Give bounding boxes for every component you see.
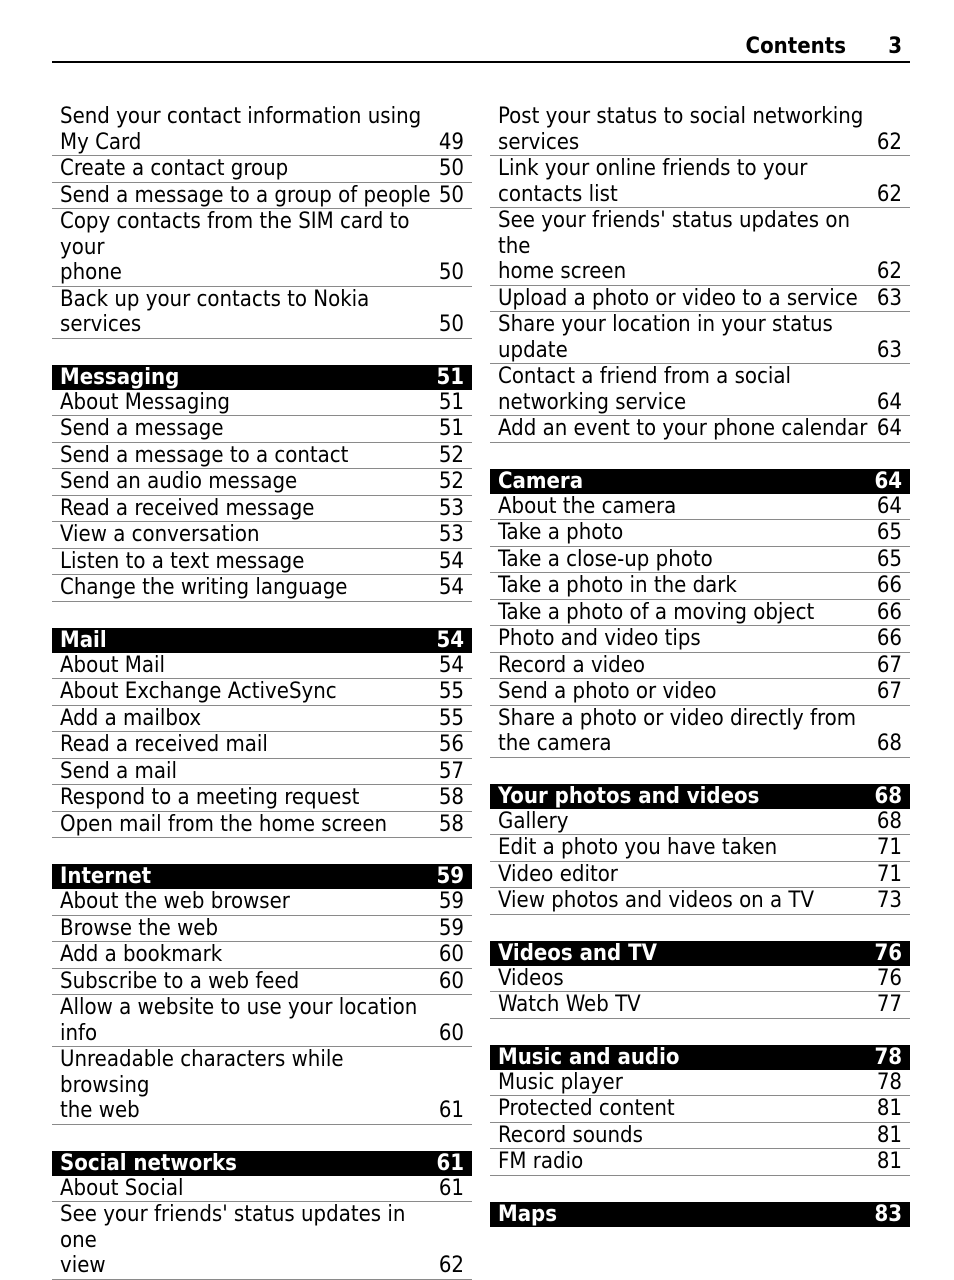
- entry-title: Browse the web: [60, 915, 219, 941]
- section-title: Social networks: [60, 1150, 237, 1176]
- page-number: 76: [874, 940, 902, 966]
- header-title: Contents: [745, 34, 846, 59]
- toc-entry-about-exchange-activesync[interactable]: [52, 679, 472, 706]
- page-number: 50: [438, 312, 464, 337]
- page-header: [52, 34, 910, 63]
- toc-entry-open-mail-from-the-home-screen[interactable]: [52, 812, 472, 839]
- toc-entry-unreadable-characters-while-browsing-the-web[interactable]: [52, 1047, 472, 1125]
- toc-section-camera[interactable]: [490, 469, 910, 494]
- toc-entry-link-your-online-friends-to-your-contacts-list[interactable]: [490, 156, 910, 208]
- section-title: Mail: [60, 627, 107, 653]
- toc-entry-read-a-received-mail[interactable]: [52, 732, 472, 759]
- toc-entry-videos[interactable]: [490, 966, 910, 993]
- page-number: 61: [438, 1098, 464, 1123]
- page-number: 63: [876, 285, 902, 311]
- entry-title: Videos: [498, 965, 564, 991]
- toc-entry-send-a-message-to-a-contact[interactable]: [52, 443, 472, 470]
- toc-entry-contact-a-friend-from-a-social-networking-service[interactable]: [490, 364, 910, 416]
- toc-entry-about-mail[interactable]: [52, 653, 472, 680]
- page-number: 51: [438, 416, 464, 441]
- entry-title: Send a message to a group of people: [60, 182, 431, 208]
- page-number: 62: [876, 129, 902, 155]
- page-number: 52: [438, 442, 464, 468]
- toc-entry-send-your-contact-information-using-my-card[interactable]: [52, 104, 472, 156]
- toc-entry-send-a-message-to-a-group-of-people[interactable]: [52, 183, 472, 210]
- page-number: 51: [436, 364, 464, 390]
- page-number: 53: [438, 495, 464, 521]
- page-number: 71: [876, 835, 902, 860]
- page-number: 76: [876, 965, 902, 991]
- toc-entry-respond-to-a-meeting-request[interactable]: [52, 785, 472, 812]
- entry-title: About Mail: [60, 652, 166, 678]
- entry-title: Respond to a meeting request: [60, 785, 360, 810]
- toc-entry-browse-the-web[interactable]: [52, 916, 472, 943]
- entry-title: Music player: [498, 1069, 623, 1095]
- toc-right-column: [490, 104, 910, 1227]
- page-number: 66: [876, 599, 902, 625]
- toc-entry-about-the-web-browser[interactable]: [52, 889, 472, 916]
- entry-title: About the camera: [498, 493, 677, 519]
- toc-entry-photo-and-video-tips[interactable]: [490, 626, 910, 653]
- page-number: 65: [876, 546, 902, 572]
- entry-title: Back up your contacts to Nokia services: [60, 286, 370, 337]
- section-spacer: [490, 758, 910, 784]
- toc-entry-add-a-bookmark[interactable]: [52, 942, 472, 969]
- page-number: 77: [876, 992, 902, 1017]
- toc-entry-take-a-close-up-photo[interactable]: [490, 547, 910, 574]
- toc-entry-about-the-camera[interactable]: [490, 494, 910, 521]
- page-number: 68: [874, 783, 902, 809]
- page-number: 64: [874, 468, 902, 494]
- page-number: 78: [874, 1044, 902, 1070]
- page-number: 61: [438, 1175, 464, 1201]
- page-number: 67: [876, 652, 902, 678]
- toc-section-your-photos-and-videos[interactable]: [490, 784, 910, 809]
- entry-title: Share a photo or video directly from the camera: [498, 705, 857, 756]
- entry-title: Add an event to your phone calendar: [498, 416, 868, 441]
- entry-title: Unreadable characters while browsing the web: [60, 1047, 344, 1123]
- entry-title: Record a video: [498, 652, 646, 678]
- entry-title: Take a photo of a moving object: [498, 599, 815, 625]
- toc-entry-share-a-photo-or-video-directly-from-the-camera[interactable]: [490, 706, 910, 758]
- page-number: 50: [438, 182, 464, 208]
- toc-entry-take-a-photo-in-the-dark[interactable]: [490, 573, 910, 600]
- toc-entry-about-social[interactable]: [52, 1176, 472, 1203]
- entry-title: Open mail from the home screen: [60, 811, 388, 837]
- section-spacer: [52, 1125, 472, 1151]
- page-number: 51: [438, 389, 464, 415]
- page-number: 50: [438, 260, 464, 285]
- page-number: 59: [438, 915, 464, 941]
- page-number: 57: [438, 758, 464, 784]
- entry-title: About the web browser: [60, 889, 290, 914]
- toc-entry-gallery[interactable]: [490, 809, 910, 836]
- page-number: 81: [876, 1149, 902, 1174]
- entry-title: Subscribe to a web feed: [60, 968, 300, 994]
- page-number: 59: [438, 889, 464, 914]
- entry-title: View photos and videos on a TV: [498, 888, 815, 913]
- entry-title: FM radio: [498, 1149, 584, 1174]
- toc-entry-video-editor[interactable]: [490, 862, 910, 889]
- header-page-number: 3: [888, 34, 902, 59]
- page-number: 53: [438, 522, 464, 547]
- entry-title: See your friends' status updates in one view: [60, 1202, 406, 1278]
- entry-title: Copy contacts from the SIM card to your phone: [60, 209, 410, 285]
- page-number: 60: [438, 968, 464, 994]
- toc-entry-record-sounds[interactable]: [490, 1123, 910, 1150]
- entry-title: Read a received mail: [60, 732, 268, 757]
- entry-title: Share your location in your status update: [498, 312, 833, 363]
- entry-title: Listen to a text message: [60, 548, 305, 574]
- entry-title: Record sounds: [498, 1122, 643, 1148]
- page-number: 58: [438, 785, 464, 810]
- toc-section-mail[interactable]: [52, 628, 472, 653]
- entry-title: Send a photo or video: [498, 679, 717, 704]
- entry-title: Add a mailbox: [60, 705, 202, 731]
- section-title: Maps: [498, 1201, 558, 1227]
- entry-title: Send an audio message: [60, 469, 298, 494]
- toc-entry-fm-radio[interactable]: [490, 1149, 910, 1176]
- page-number: 49: [438, 129, 464, 155]
- toc-section-internet[interactable]: [52, 864, 472, 889]
- page-number: 62: [876, 181, 902, 207]
- page-number: 66: [876, 573, 902, 598]
- toc-entry-upload-a-photo-or-video-to-a-service[interactable]: [490, 286, 910, 313]
- page-number: 52: [438, 469, 464, 494]
- toc-entry-edit-a-photo-you-have-taken[interactable]: [490, 835, 910, 862]
- section-title: Videos and TV: [498, 940, 657, 966]
- entry-title: Create a contact group: [60, 156, 289, 181]
- toc-entry-about-messaging[interactable]: [52, 390, 472, 417]
- entry-title: Upload a photo or video to a service: [498, 285, 858, 311]
- entry-title: Take a photo in the dark: [498, 573, 737, 598]
- section-title: Internet: [60, 864, 152, 889]
- toc-entry-add-an-event-to-your-phone-calendar[interactable]: [490, 416, 910, 443]
- page-number: 81: [876, 1096, 902, 1121]
- entry-title: Take a close-up photo: [498, 546, 713, 572]
- toc-section-videos-and-tv[interactable]: [490, 941, 910, 966]
- page-number: 62: [876, 259, 902, 284]
- toc-entry-watch-web-tv[interactable]: [490, 992, 910, 1019]
- entry-title: Take a photo: [498, 520, 624, 545]
- toc-section-maps[interactable]: [490, 1202, 910, 1227]
- toc-left-column: [52, 104, 472, 1280]
- toc-entry-allow-a-website-to-use-your-location-info[interactable]: [52, 995, 472, 1047]
- toc-entry-create-a-contact-group[interactable]: [52, 156, 472, 183]
- page-number: 54: [438, 548, 464, 574]
- page-number: 64: [876, 416, 902, 441]
- page-number: 83: [874, 1201, 902, 1227]
- entry-title: Send your contact information using My Card: [60, 104, 422, 155]
- entry-title: Contact a friend from a social networking service: [498, 364, 791, 415]
- toc-entry-back-up-your-contacts-to-nokia-services[interactable]: [52, 287, 472, 339]
- toc-entry-listen-to-a-text-message[interactable]: [52, 549, 472, 576]
- section-spacer: [490, 915, 910, 941]
- toc-entry-send-a-photo-or-video[interactable]: [490, 679, 910, 706]
- entry-title: Add a bookmark: [60, 942, 223, 967]
- toc-entry-take-a-photo[interactable]: [490, 520, 910, 547]
- section-spacer: [490, 1176, 910, 1202]
- toc-entry-share-your-location-in-your-status-update[interactable]: [490, 312, 910, 364]
- page-number: 60: [438, 1020, 464, 1046]
- section-title: Your photos and videos: [498, 783, 760, 809]
- entry-title: Gallery: [498, 808, 569, 834]
- toc-entry-view-photos-and-videos-on-a-tv[interactable]: [490, 888, 910, 915]
- entry-title: Link your online friends to your contacts list: [498, 156, 808, 207]
- section-title: Messaging: [60, 364, 180, 390]
- entry-title: Allow a website to use your location info: [60, 995, 418, 1046]
- page-number: 62: [438, 1253, 464, 1278]
- toc-entry-see-your-friends-status-updates-on-the-home-screen[interactable]: [490, 208, 910, 286]
- entry-title: View a conversation: [60, 522, 260, 547]
- page-number: 54: [438, 575, 464, 600]
- entry-title: About Messaging: [60, 389, 230, 415]
- toc-entry-see-your-friends-status-updates-in-one-view[interactable]: [52, 1202, 472, 1280]
- entry-title: Photo and video tips: [498, 626, 701, 651]
- page-number: 54: [436, 627, 464, 653]
- toc-section-social-networks[interactable]: [52, 1151, 472, 1176]
- page-number: 66: [876, 626, 902, 651]
- page-number: 64: [876, 389, 902, 415]
- page-number: 59: [436, 864, 464, 889]
- entry-title: See your friends' status updates on the home screen: [498, 208, 851, 284]
- toc-entry-protected-content[interactable]: [490, 1096, 910, 1123]
- page-number: 73: [876, 888, 902, 913]
- page-number: 78: [876, 1069, 902, 1095]
- toc-entry-copy-contacts-from-the-sim-card-to-your-phone[interactable]: [52, 209, 472, 287]
- toc-entry-music-player[interactable]: [490, 1070, 910, 1097]
- section-title: Camera: [498, 468, 584, 494]
- page-number: 67: [876, 679, 902, 704]
- page-number: 63: [876, 337, 902, 363]
- entry-title: Read a received message: [60, 495, 315, 521]
- page-number: 65: [876, 520, 902, 545]
- section-spacer: [52, 838, 472, 864]
- page-number: 81: [876, 1122, 902, 1148]
- toc-entry-post-your-status-to-social-networking-services[interactable]: [490, 104, 910, 156]
- page-number: 60: [438, 942, 464, 967]
- entry-title: Change the writing language: [60, 575, 348, 600]
- toc-entry-take-a-photo-of-a-moving-object[interactable]: [490, 600, 910, 627]
- entry-title: Protected content: [498, 1096, 675, 1121]
- section-title: Music and audio: [498, 1044, 680, 1070]
- page-number: 58: [438, 811, 464, 837]
- page-number: 54: [438, 652, 464, 678]
- entry-title: Edit a photo you have taken: [498, 835, 778, 860]
- toc-entry-send-an-audio-message[interactable]: [52, 469, 472, 496]
- entry-title: Send a message: [60, 416, 224, 441]
- page-number: 71: [876, 861, 902, 887]
- entry-title: About Exchange ActiveSync: [60, 679, 337, 704]
- toc-entry-subscribe-to-a-web-feed[interactable]: [52, 969, 472, 996]
- section-spacer: [52, 339, 472, 365]
- section-spacer: [490, 443, 910, 469]
- entry-title: About Social: [60, 1175, 184, 1201]
- entry-title: Send a mail: [60, 758, 177, 784]
- entry-title: Watch Web TV: [498, 992, 641, 1017]
- toc-entry-record-a-video[interactable]: [490, 653, 910, 680]
- toc-section-music-and-audio[interactable]: [490, 1045, 910, 1070]
- toc-entry-send-a-message[interactable]: [52, 416, 472, 443]
- toc-entry-send-a-mail[interactable]: [52, 759, 472, 786]
- page-number: 55: [438, 679, 464, 704]
- section-spacer: [490, 1019, 910, 1045]
- page-number: 61: [436, 1150, 464, 1176]
- entry-title: Send a message to a contact: [60, 442, 349, 468]
- entry-title: Video editor: [498, 861, 618, 887]
- page-number: 56: [438, 732, 464, 757]
- toc-entry-read-a-received-message[interactable]: [52, 496, 472, 523]
- page-number: 68: [876, 808, 902, 834]
- toc-entry-view-a-conversation[interactable]: [52, 522, 472, 549]
- page-number: 50: [438, 156, 464, 181]
- toc-entry-add-a-mailbox[interactable]: [52, 706, 472, 733]
- toc-section-messaging[interactable]: [52, 365, 472, 390]
- page-number: 55: [438, 705, 464, 731]
- entry-title: Post your status to social networking services: [498, 104, 864, 155]
- page-number: 64: [876, 493, 902, 519]
- toc-entry-change-the-writing-language[interactable]: [52, 575, 472, 602]
- page-number: 68: [876, 731, 902, 756]
- section-spacer: [52, 602, 472, 628]
